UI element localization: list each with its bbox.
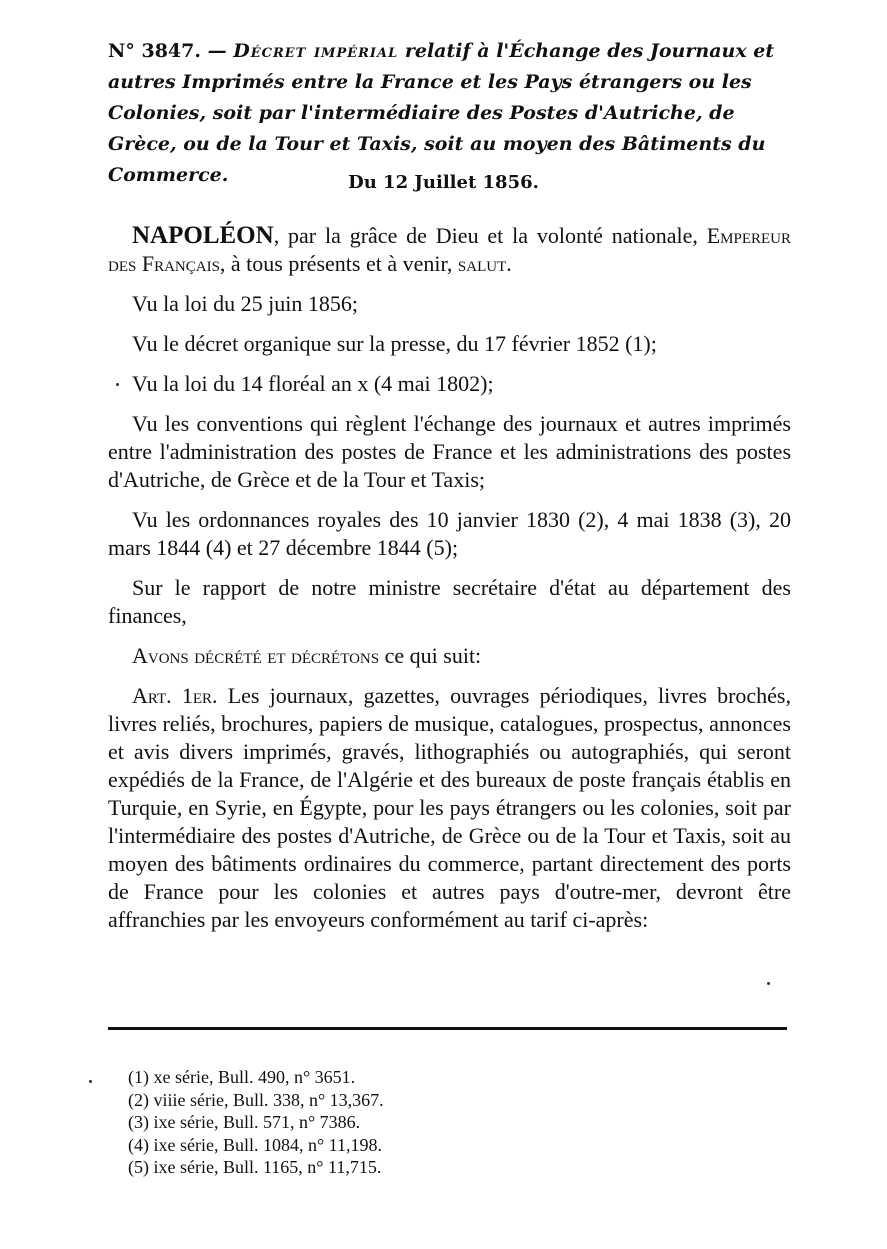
- visa-paragraph: Vu les conventions qui règlent l'échange des journaux et autres imprimés entre l'administration des postes de France et les administrations des postes d'Autriche, de Grèce et de la Tour et Taxis;: [108, 411, 791, 492]
- emperor-name: NAPOLÉON: [132, 222, 274, 249]
- ink-speck: [89, 1080, 92, 1083]
- ink-speck: [767, 982, 770, 985]
- article-1: [108, 682, 791, 934]
- ink-speck: [116, 383, 119, 386]
- preamble: NAPOLÉON, par la grâce de Dieu et la volonté nationale, Empereur des Français, à tous présents et à venir, salut.: [108, 222, 791, 276]
- footnote: (3) ixe série, Bull. 571, n° 7386.: [128, 1112, 361, 1132]
- footnote: (4) ixe série, Bull. 1084, n° 11,198.: [128, 1134, 382, 1155]
- decree-body: [108, 222, 791, 934]
- emperor-title: Empereur des Français: [108, 223, 791, 276]
- decree-heading: [108, 36, 798, 191]
- decree-number: N° 3847.: [108, 40, 201, 62]
- footnote: (5) ixe série, Bull. 1165, n° 11,715.: [128, 1157, 382, 1177]
- decree-formula: Avons décrété et décrétons ce qui suit:: [132, 643, 482, 668]
- footnote-rule: [108, 1027, 787, 1030]
- decree-type: Décret impérial: [233, 40, 399, 62]
- visa-paragraph: Vu la loi du 14 floréal an x (4 mai 1802);: [132, 371, 494, 396]
- visa-paragraph: Vu le décret organique sur la presse, du 17 février 1852 (1);: [132, 331, 657, 356]
- footnote: (2) viiie série, Bull. 338, n° 13,367.: [128, 1089, 384, 1110]
- heading-dash: —: [207, 40, 227, 62]
- visa-paragraph: Vu les ordonnances royales des 10 janvier 1830 (2), 4 mai 1838 (3), 20 mars 1844 (4) et 27 décembre 1844 (5);: [108, 507, 791, 560]
- report-paragraph: Sur le rapport de notre ministre secrétaire d'état au département des finances,: [108, 575, 791, 628]
- decree-date: Du 12 Juillet 1856.: [348, 172, 539, 193]
- salut: salut.: [457, 251, 512, 276]
- decree-title: relatif à l'Échange des Journaux et autres Imprimés entre la France et les Pays étrangers ou les Colonies, soit par l'intermédiaire des Postes d'Autriche, de Grèce, ou de la Tour et Taxis, soit au moyen des Bâtiments du Commerce.: [108, 40, 775, 186]
- article-text: Les journaux, gazettes, ouvrages périodiques, livres brochés, livres reliés, brochures, papiers de musique, catalogues, prospectus, annonces et avis divers imprimés, gravés, lithographiés ou autographiés, qui seront expédiés de la France, de l'Algérie et des bureaux de poste français établis en Turquie, en Syrie, en Égypte, pour les pays étrangers ou les colonies, soit par l'intermédiaire des postes d'Autriche, de Grèce ou de la Tour et Taxis, soit au moyen des bâtiments ordinaires du commerce, partant directement des ports de France pour les colonies et autres pays d'outre-mer, devront être affranchies par les envoyeurs conformément au tarif ci-après:: [108, 683, 791, 932]
- visa-paragraph: Vu la loi du 25 juin 1856;: [132, 291, 359, 316]
- footnotes: [128, 1066, 728, 1179]
- article-label: Art. 1er.: [132, 683, 218, 708]
- footnote: (1) xe série, Bull. 490, n° 3651.: [128, 1067, 356, 1087]
